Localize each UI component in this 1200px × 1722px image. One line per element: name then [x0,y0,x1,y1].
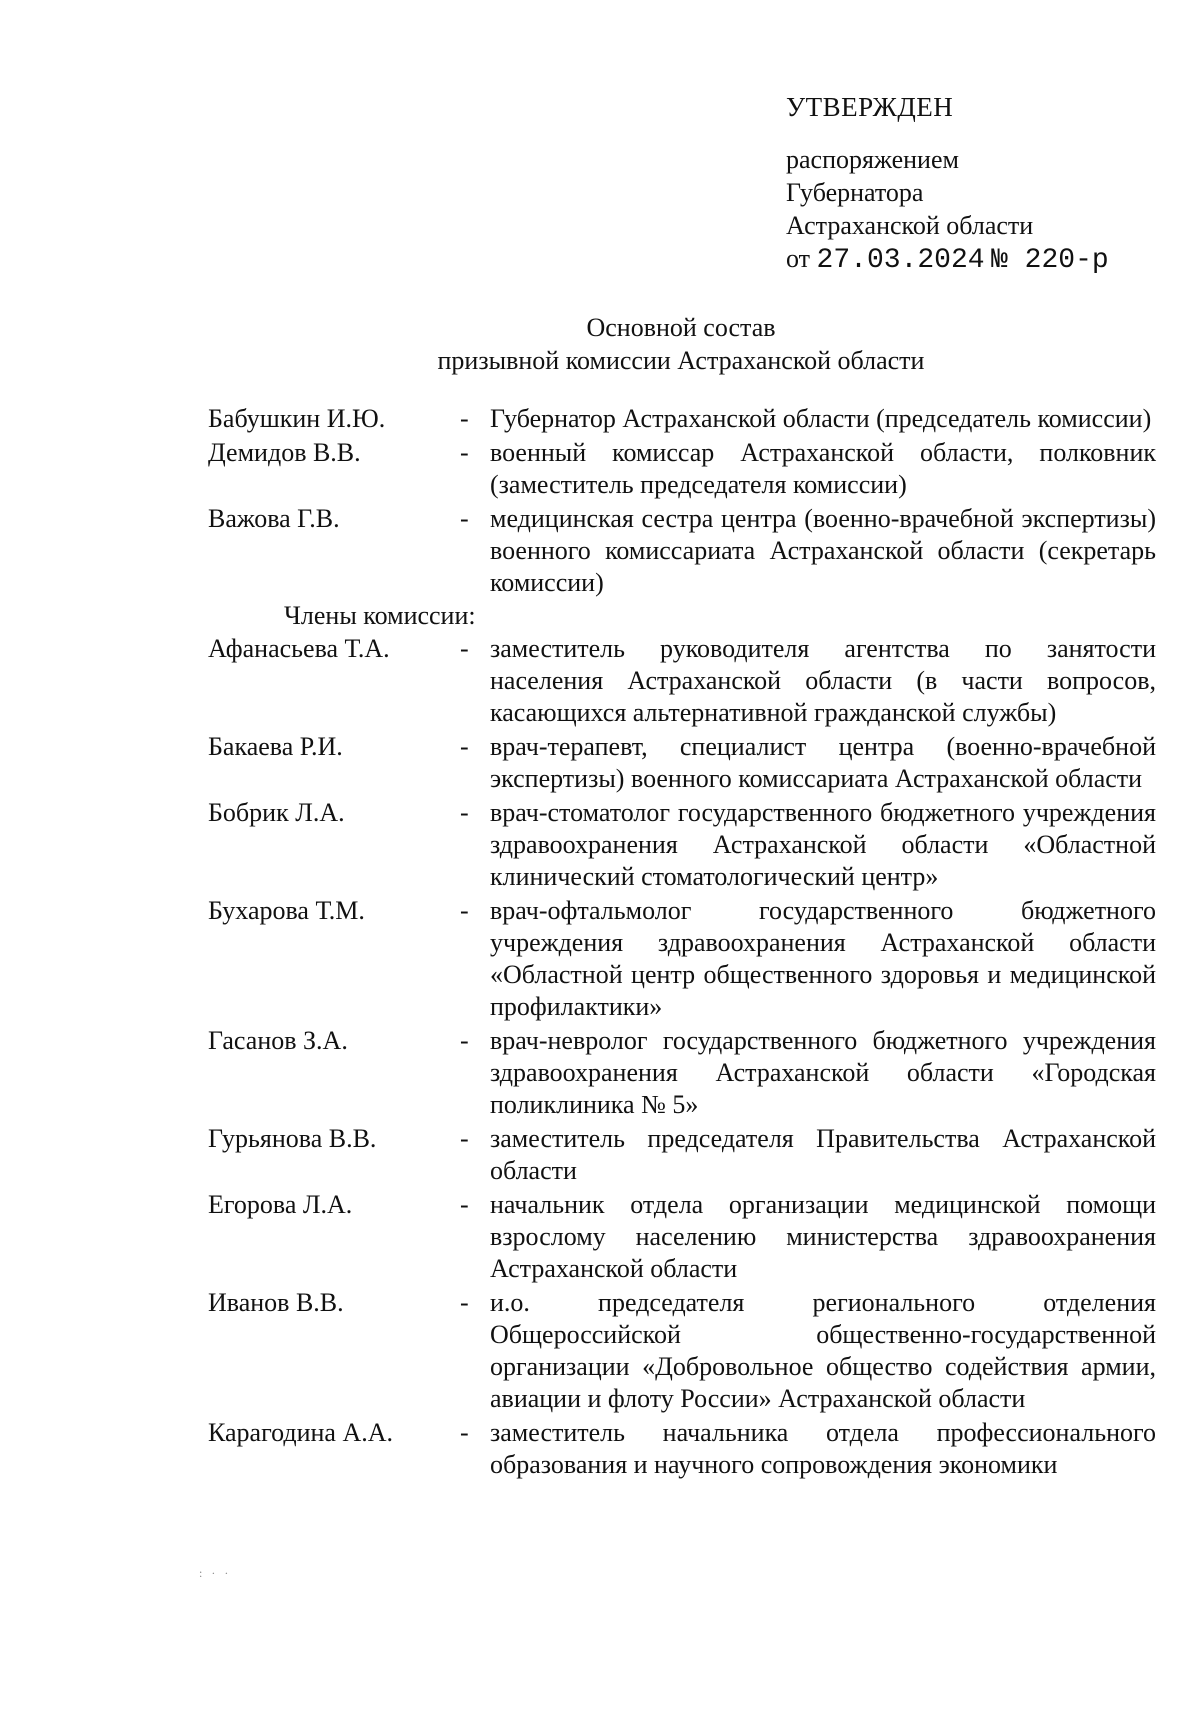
person-position: медицинская сестра центра (военно-врачебной экспертизы) военного комиссариата Астраханской области (секретарь комиссии) [490,504,1156,597]
person-name: Афанасьева Т.А. [208,634,390,663]
dash-separator: - [460,634,469,663]
person-name: Егорова Л.А. [208,1190,353,1219]
commission-list [208,403,1156,1483]
dash-separator: - [460,438,469,467]
list-item [208,633,1156,729]
approval-line-2: Губернатора [786,178,924,207]
person-position: заместитель руководителя агентства по занятости населения Астраханской области (в части вопросов, касающихся альтернативной гражданской службы) [490,634,1156,727]
dash-separator: - [460,404,469,433]
title-line-2: призывной комиссии Астраханской области [437,346,925,375]
list-item [208,731,1156,795]
list-item [208,797,1156,893]
person-position: врач-невролог государственного бюджетного учреждения здравоохранения Астраханской области «Городская поликлиника № 5» [490,1026,1156,1119]
person-name: Важова Г.В. [208,504,340,533]
approval-line-3: Астраханской области [786,211,1034,240]
approval-date: 27.03.2024 [816,245,985,276]
approved-heading: УТВЕРЖДЕН [786,92,954,122]
dash-separator: - [460,1418,469,1447]
dash-separator: - [460,504,469,533]
person-position: Губернатор Астраханской области (председатель комиссии) [490,404,1152,433]
person-position: врач-терапевт, специалист центра (военно-врачебной экспертизы) военного комиссариата Астраханской области [490,732,1156,793]
list-item [208,1025,1156,1121]
person-name: Демидов В.В. [208,438,361,467]
approval-date-line [786,242,1109,277]
list-item [208,403,1156,435]
scan-specks: : · · [199,1566,232,1580]
list-item [208,437,1156,501]
dash-separator: - [460,1190,469,1219]
dash-separator: - [460,1026,469,1055]
date-prefix: от [786,244,811,273]
dash-separator: - [460,798,469,827]
list-item [208,1123,1156,1187]
list-item [208,503,1156,599]
dash-separator: - [460,732,469,761]
person-position: врач-офтальмолог государственного бюджетного учреждения здравоохранения Астраханской области «Областной центр общественного здоровья и медицинской профилактики» [490,896,1156,1021]
list-item [208,1417,1156,1481]
person-name: Бабушкин И.Ю. [208,404,386,433]
dash-separator: - [460,1124,469,1153]
list-item [208,1189,1156,1285]
document-title [0,311,1200,377]
person-position: военный комиссар Астраханской области, полковник (заместитель председателя комиссии) [490,438,1156,499]
title-line-1: Основной состав [586,313,776,342]
approval-number: № 220-р [991,245,1109,276]
approval-line-1: распоряжением [786,145,959,174]
approval-stamp [786,92,1109,277]
person-name: Бакаева Р.И. [208,732,343,761]
person-name: Бобрик Л.А. [208,798,345,827]
person-position: заместитель председателя Правительства Астраханской области [490,1124,1156,1185]
person-name: Гасанов З.А. [208,1026,348,1055]
person-position: начальник отдела организации медицинской помощи взрослому населению министерства здравоохранения Астраханской области [490,1190,1156,1283]
dash-separator: - [460,1288,469,1317]
members-heading: Члены комиссии: [284,601,476,630]
list-item [208,1287,1156,1415]
person-name: Карагодина А.А. [208,1418,393,1447]
person-position: заместитель начальника отдела профессионального образования и научного сопровождения экономики [490,1418,1156,1479]
list-item [208,895,1156,1023]
person-position: врач-стоматолог государственного бюджетного учреждения здравоохранения Астраханской области «Областной клинический стоматологический центр» [490,798,1156,891]
person-name: Гурьянова В.В. [208,1124,377,1153]
person-name: Иванов В.В. [208,1288,344,1317]
person-name: Бухарова Т.М. [208,896,365,925]
person-position: и.о. председателя регионального отделения Общероссийской общественно-государственной организации «Добровольное общество содействия армии, авиации и флоту России» Астраханской области [490,1288,1156,1413]
dash-separator: - [460,896,469,925]
